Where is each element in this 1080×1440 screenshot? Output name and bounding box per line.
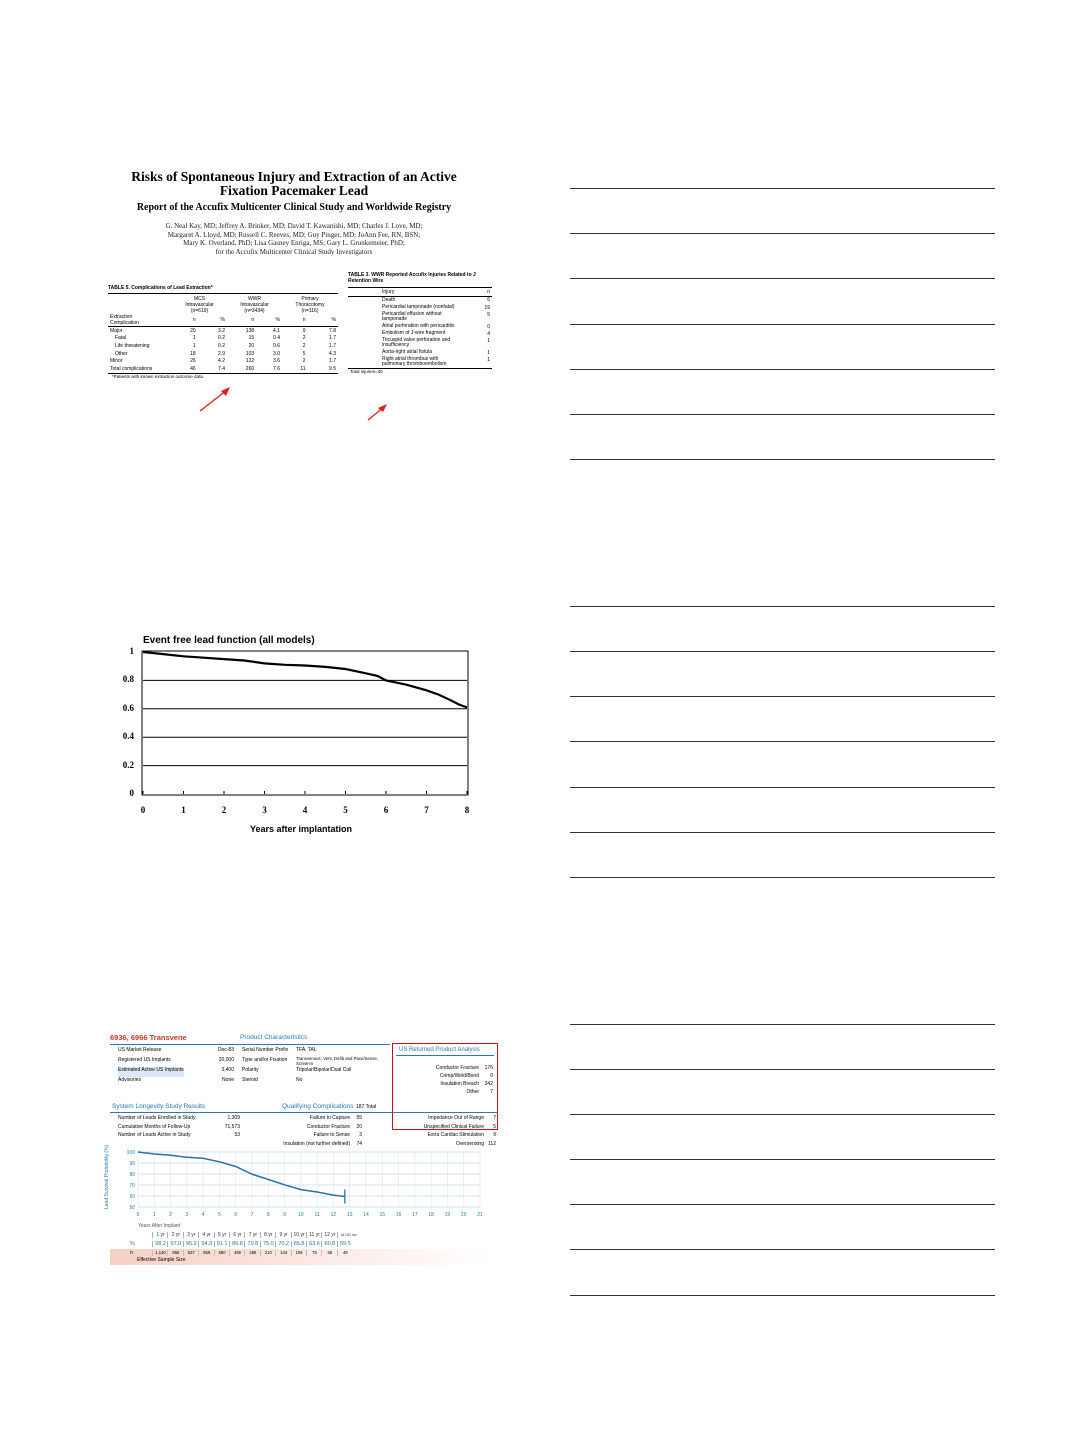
n-value: 210 — [260, 1250, 276, 1256]
chart1-title: Event free lead function (all models) — [143, 635, 315, 646]
chart2-ytick-label: 80 — [129, 1171, 135, 1178]
chart2-gridlines — [138, 1152, 480, 1207]
chart1-xtick-label: 3 — [262, 805, 267, 815]
table3-total: Total injuries=40 — [350, 368, 383, 374]
year-header: 6 yr — [229, 1232, 245, 1238]
chart1-plot — [140, 648, 470, 798]
chart2-ytick-label: 60 — [129, 1193, 135, 1200]
chart2-xlabel: Years After Implant — [138, 1223, 181, 1229]
table3-grid: Injury n Death 6 Pericardial tamponade (nonfatal) 19 Pericardial effusion without tamponade 5 Atrial perforation with pericarditis 0 Embolism of J-wire fragment 4 Tricuspid valve perforation and insufficiency 1 Aorta-right atrial fistula 1 Right atrial thrombus with pulmonary thromboembolism 1 — [348, 287, 492, 369]
note-line — [570, 369, 995, 370]
percent-value: 98.2 — [152, 1241, 168, 1247]
longevity-values: 1,309 71,573 53 — [224, 1115, 240, 1138]
table-row: Right atrial thrombus with pulmonary thromboembolism 1 — [348, 357, 492, 369]
chart2-xtick-label: 15 — [379, 1212, 386, 1218]
note-line — [570, 1204, 995, 1205]
year-header: 1 yr — [152, 1232, 168, 1238]
note-line — [570, 606, 995, 607]
note-line — [570, 188, 995, 189]
qualifying-mid-values: 55 20 3 74 — [356, 1115, 362, 1147]
table-row: Total complications 46 7.4 260 7.6 11 9.5 — [110, 365, 336, 372]
year-header: at 150 mo — [337, 1232, 360, 1238]
chart2-xtick-label: 11 — [314, 1212, 320, 1218]
table5-row-header: Extraction Complication — [110, 314, 139, 326]
chart2-xtick-label: 16 — [395, 1212, 402, 1218]
qualifying-right-values: 7 5 9 112 — [488, 1115, 496, 1147]
product-left-labels: US Market Release Registered US Implants Estimated Active US Implants Advisories — [118, 1047, 184, 1083]
returned-labels: Conductor Fracture Crimp/Weld/Bond Insulation Breach Other — [435, 1065, 479, 1095]
chart2-ytick-label: 100 — [126, 1149, 135, 1156]
chart1-gridlines — [143, 680, 467, 765]
qualifying-total: 187 Total — [356, 1104, 377, 1110]
note-line — [570, 877, 995, 878]
year-header: 4 yr — [198, 1232, 214, 1238]
table-row: Pericardial effusion without tamponade 5 — [382, 310, 490, 323]
note-line — [570, 324, 995, 325]
table-row: Other 18 2.9 103 3.0 5 4.3 — [115, 350, 336, 357]
longevity-labels: Number of Leads Enrolled in Study Cumulative Months of Follow-Up Number of Leads Active in Study — [118, 1115, 196, 1138]
slide1-title: Risks of Spontaneous Injury and Extraction of an Active Fixation Pacemaker Lead — [131, 169, 457, 198]
n-value: 143 — [275, 1250, 291, 1256]
table-row: Atrial perforation with pericarditis 0 — [382, 322, 490, 330]
table-row: Pericardial tamponade (nonfatal) 19 — [382, 304, 490, 311]
chart2-xtick-label: 4 — [201, 1212, 205, 1218]
year-header: 12 yr — [321, 1232, 337, 1238]
table3 — [348, 272, 492, 374]
chart1-ytick-label: 0.2 — [122, 759, 134, 770]
table-row: Minor 26 4.2 122 3.6 2 1.7 — [110, 358, 336, 365]
chart2-xtick-label: 1 — [152, 1212, 156, 1218]
chart2-xtick-label: 18 — [428, 1212, 434, 1218]
chart1-ytick-label: 0.8 — [122, 674, 134, 685]
table-row: Life threatening 1 0.2 20 0.6 2 1.7 — [115, 342, 336, 349]
chart2-xtick-label: 8 — [266, 1212, 270, 1218]
note-line — [570, 651, 995, 652]
chart2-ytick-label: 90 — [129, 1160, 135, 1167]
chart2-xtick-label: 9 — [283, 1212, 286, 1218]
note-line — [570, 1295, 995, 1296]
longevity-title: System Longevity Study Results — [112, 1103, 206, 1110]
table5-caption: TABLE 5. Complications of Lead Extraction* — [108, 285, 338, 294]
year-header: 3 yr — [183, 1232, 199, 1238]
chart2-xtick-label: 19 — [444, 1212, 451, 1218]
slide1-subtitle: Report of the Accufix Multicenter Clinical Study and Worldwide Registry — [136, 202, 452, 213]
chart1-frame — [142, 651, 468, 795]
note-line — [570, 832, 995, 833]
table5-footnote: *Patients with known extraction outcome data. — [112, 373, 205, 379]
n-value: 1,140 — [152, 1250, 168, 1256]
percent-value: 91.1 — [214, 1241, 230, 1247]
chart1-xtick-label: 2 — [221, 805, 227, 815]
note-line — [570, 1114, 995, 1115]
table-row: Tricuspid valve perforation and insufficiency 1 — [382, 336, 490, 349]
n-value: 49 — [337, 1250, 353, 1256]
percent-value: 63.6 — [306, 1241, 322, 1247]
percent-value: 86.8 — [229, 1241, 245, 1247]
percent-value: 60.8 — [321, 1241, 337, 1247]
table-row: Fatal 1 0.2 15 0.4 2 1.7 — [115, 335, 336, 342]
table5-group-mcs: MCS Intravascular (n=619) — [185, 296, 214, 314]
chart1-xtick-label: 4 — [302, 805, 308, 815]
table-row: Death 6 — [382, 296, 490, 304]
chart1-xtick-label: 0 — [140, 805, 146, 815]
table5-grid: MCS Intravascular (n=619) WWR Intravascular (n=3434) Primary Thoracotomy (n=116) Extraction Complication n % n % n % Major 20 3.2 138 4.1 9 7.8 Fatal 1 0.2 15 0.4 2 1.7 Life threatening 1 0.2 20 0.6 2 1.7 Other 18 2.9 103 3.0 5 4.3 Minor 26 4.2 122 3.6 2 1.7 Total complications 46 7.4 260 7.6 11 9.5 — [110, 296, 336, 372]
year-header: 7 yr — [244, 1232, 260, 1238]
chart2-xtick-label: 13 — [346, 1212, 353, 1218]
chart2-y-ticks — [127, 1150, 136, 1211]
percent-value: 97.0 — [167, 1241, 183, 1247]
n-value: 956 — [167, 1250, 183, 1256]
product-characteristics-title: Product Characteristics — [240, 1034, 308, 1041]
note-line — [570, 1159, 995, 1160]
n-value: 459 — [229, 1250, 245, 1256]
product-right-values: TFA, TAL Transvenous, Vent, Defib and Pace/Sense, Screw-In Tripolar/Bipolar/Dual Coil No — [296, 1047, 379, 1083]
red-arrow-table3 — [362, 400, 392, 424]
n-value: 837 — [183, 1250, 199, 1256]
n-value: 56 — [321, 1250, 337, 1256]
table5 — [108, 285, 338, 379]
year-header: 8 yr — [260, 1232, 276, 1238]
percent-value: 79.8 — [244, 1241, 260, 1247]
n-value: 286 — [244, 1250, 260, 1256]
chart1-xtick-label: 8 — [464, 805, 470, 815]
chart2-plot — [120, 1149, 490, 1215]
table-row: Aorta-right atrial fistula 1 — [382, 349, 490, 356]
chart2-ytick-label: 50 — [129, 1204, 135, 1211]
percent-value: 94.3 — [198, 1241, 214, 1247]
survival-table — [110, 1231, 490, 1265]
chart1-ytick-label: 0 — [129, 788, 134, 798]
n-value: 106 — [291, 1250, 307, 1256]
note-line — [570, 741, 995, 742]
chart1-xtick-label: 1 — [181, 805, 186, 815]
chart2-ytick-label: 70 — [129, 1182, 135, 1189]
note-line — [570, 278, 995, 279]
product-right-labels: Serial Number Prefix Type and/or Fixation Polarity Steroid — [242, 1047, 289, 1083]
year-header: 10 yr — [291, 1232, 307, 1238]
note-line — [570, 696, 995, 697]
year-header: 11 yr — [306, 1232, 322, 1238]
chart2-xtick-label: 6 — [234, 1212, 238, 1218]
note-line — [570, 1024, 995, 1025]
qualifying-right-labels: Impedance Out of Range Unspecified Clinical Failure Extra Cardiac Stimulation Oversensing — [423, 1115, 484, 1147]
n-value: 580 — [214, 1250, 230, 1256]
percent-value: 75.0 — [260, 1241, 276, 1247]
red-arrow-table5 — [190, 385, 240, 415]
chart1-ytick-label: 0.6 — [122, 702, 134, 713]
chart2-xtick-label: 10 — [298, 1212, 304, 1218]
chart2-xtick-label: 0 — [136, 1212, 140, 1218]
table-row: Embolism of J-wire fragment 4 — [382, 330, 490, 338]
percent-label: % — [130, 1241, 135, 1247]
percent-value: 70.2 — [275, 1241, 291, 1247]
table-row: Major 20 3.2 138 4.1 9 7.8 — [110, 327, 336, 334]
year-header: 5 yr — [214, 1232, 230, 1238]
year-header: 9 yr — [275, 1232, 291, 1238]
n-value: 659 — [198, 1250, 214, 1256]
percent-value: 59.5 — [337, 1241, 353, 1247]
chart1-xlabel: Years after implantation — [250, 824, 353, 834]
qualifying-mid-labels: Failure to Capture Conductor Fracture Failure to Sense Insulation (not further defined) — [283, 1115, 350, 1147]
chart1-xtick-label: 5 — [343, 805, 348, 815]
chart1-xtick-marks — [143, 791, 467, 794]
table5-group-thoracotomy: Primary Thoracotomy (n=116) — [295, 296, 325, 314]
chart2-xtick-label: 2 — [169, 1212, 172, 1218]
chart1-series-line — [143, 652, 467, 707]
note-line — [570, 459, 995, 460]
chart2-xtick-label: 14 — [363, 1212, 369, 1218]
effective-sample-label: Effective Sample Size — [137, 1257, 186, 1263]
chart2-xtick-label: 7 — [250, 1212, 254, 1218]
note-line — [570, 233, 995, 234]
year-header: 2 yr — [167, 1232, 183, 1238]
qualifying-title: Qualifying Complications — [282, 1103, 354, 1110]
product-left-values: Dec-83 20,000 3,400 None — [217, 1047, 234, 1083]
chart2-ylabel: Lead Survival Probability (%) — [104, 1144, 110, 1209]
chart2-xtick-label: 21 — [477, 1212, 483, 1218]
slide3-product-card — [104, 1033, 500, 1273]
chart1-ytick-label: 0.4 — [122, 731, 134, 742]
chart2-xtick-label: 20 — [460, 1212, 467, 1218]
note-line — [570, 787, 995, 788]
note-line — [570, 414, 995, 415]
chart2-xtick-label: 17 — [412, 1212, 418, 1218]
percent-value: 95.2 — [183, 1241, 199, 1247]
n-label: n — [130, 1250, 133, 1256]
slide1-authors: G. Neal Kay, MD; Jeffrey A. Brinker, MD; David T. Kawanishi, MD; Charles J. Love, MD; Margaret A. Lloyd, MD; Russell C. Reeves, MD; Guy Pinger, MD; JoAnn Fee, RN, BSN; Mary K. Overland, PhD; Lisa Gasney Enriga, MS; Gary L. Grunkemeier, PhD; for the Accufix Multicenter Clinical Study Investigators — [165, 222, 423, 256]
chart2-xtick-label: 12 — [330, 1212, 337, 1218]
note-line — [570, 1249, 995, 1250]
chart1-xtick-label: 7 — [424, 805, 429, 815]
chart2-xtick-label: 5 — [218, 1212, 221, 1218]
chart1-ytick-label: 1 — [129, 646, 134, 656]
model-title: 6936, 6966 Transvene — [110, 1033, 187, 1042]
chart2-xtick-label: 3 — [185, 1212, 189, 1218]
percent-value: 65.8 — [291, 1241, 307, 1247]
n-value: 75 — [306, 1250, 322, 1256]
table3-caption: TABLE 3. WWR Reported Accufix Injuries Related to J Retention Wire — [348, 272, 476, 284]
table5-group-wwr: WWR Intravascular (n=3434) — [240, 296, 269, 314]
returned-values: 176 0 342 7 — [484, 1065, 493, 1095]
note-line — [570, 1069, 995, 1070]
chart1-xtick-label: 6 — [383, 805, 389, 815]
returned-product-title: US Returned Product Analysis — [399, 1047, 480, 1053]
